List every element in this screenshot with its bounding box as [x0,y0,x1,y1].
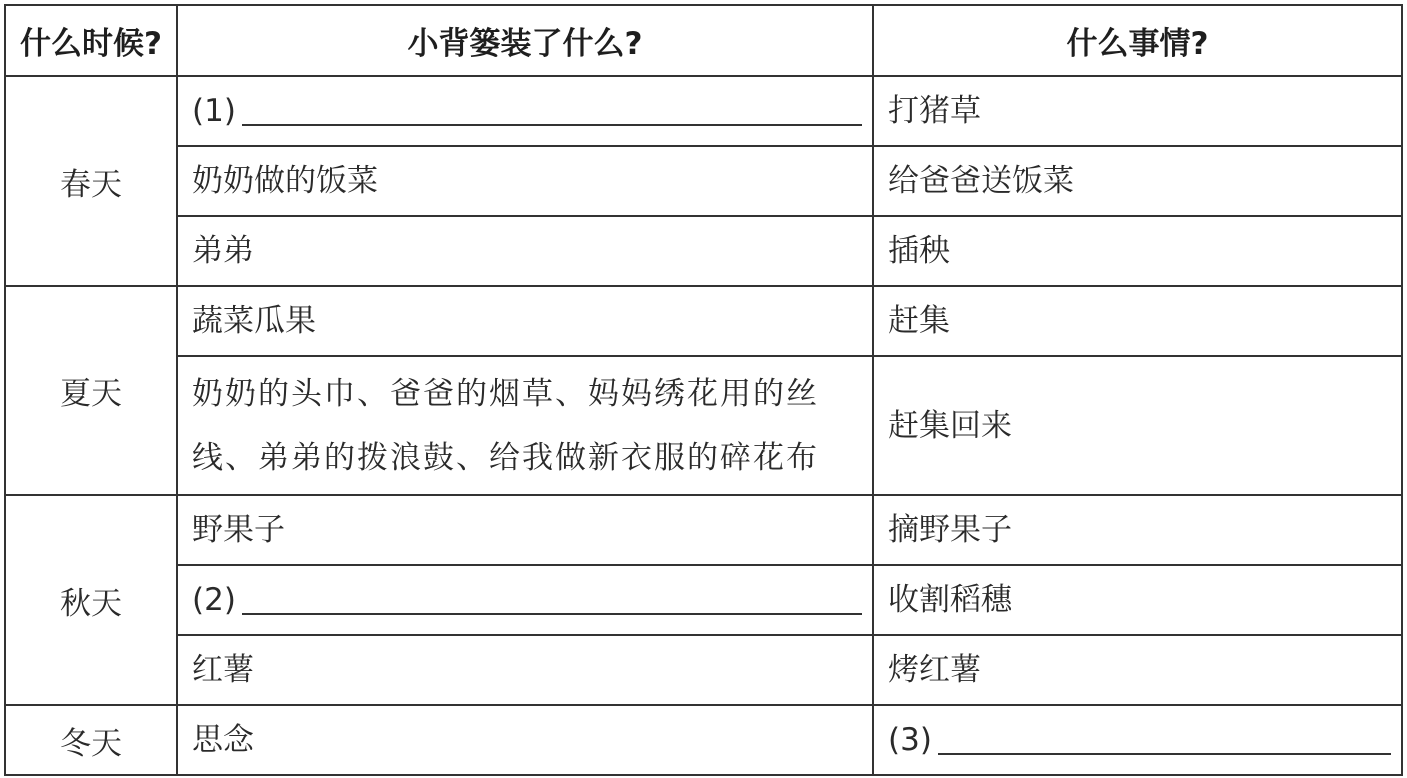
blank-number: (3) [888,722,932,758]
event-cell: 打猪草 [873,76,1402,146]
fill-blank-3 [888,708,1391,772]
header-what-carried: 小背篓装了什么? [177,5,873,76]
event-cell: 赶集 [873,286,1402,356]
season-spring: 春天 [5,76,177,286]
header-when: 什么时候? [5,5,177,76]
season-autumn: 秋天 [5,495,177,705]
carried-cell: 野果子 [177,495,873,565]
answer-line[interactable] [938,745,1391,755]
fill-blank-1 [192,79,862,143]
answer-line[interactable] [242,116,862,126]
carried-cell: 弟弟 [177,216,873,286]
carried-cell: 思念 [177,705,873,775]
event-cell: 插秧 [873,216,1402,286]
event-cell [873,705,1402,775]
season-winter: 冬天 [5,705,177,775]
carried-cell [177,565,873,635]
table-row [5,76,1402,146]
blank-number: (2) [192,582,236,618]
table-row [5,495,1402,565]
event-cell: 给爸爸送饭菜 [873,146,1402,216]
header-row [5,5,1402,76]
event-cell: 收割稻穗 [873,565,1402,635]
table-row [5,705,1402,775]
fill-blank-2 [192,568,862,632]
table-row [5,565,1402,635]
carried-cell: 红薯 [177,635,873,705]
table-row [5,146,1402,216]
table-row [5,216,1402,286]
header-what-event: 什么事情? [873,5,1402,76]
event-cell: 摘野果子 [873,495,1402,565]
event-cell: 赶集回来 [873,356,1402,495]
season-summer: 夏天 [5,286,177,495]
carried-cell [177,76,873,146]
table-row [5,356,1402,495]
event-cell: 烤红薯 [873,635,1402,705]
season-activity-table [4,4,1403,776]
table-row [5,286,1402,356]
carried-cell: 奶奶做的饭菜 [177,146,873,216]
table-row [5,635,1402,705]
carried-cell: 奶奶的头巾、爸爸的烟草、妈妈绣花用的丝线、弟弟的拨浪鼓、给我做新衣服的碎花布 [177,356,873,495]
carried-cell: 蔬菜瓜果 [177,286,873,356]
blank-number: (1) [192,93,236,129]
answer-line[interactable] [242,605,862,615]
